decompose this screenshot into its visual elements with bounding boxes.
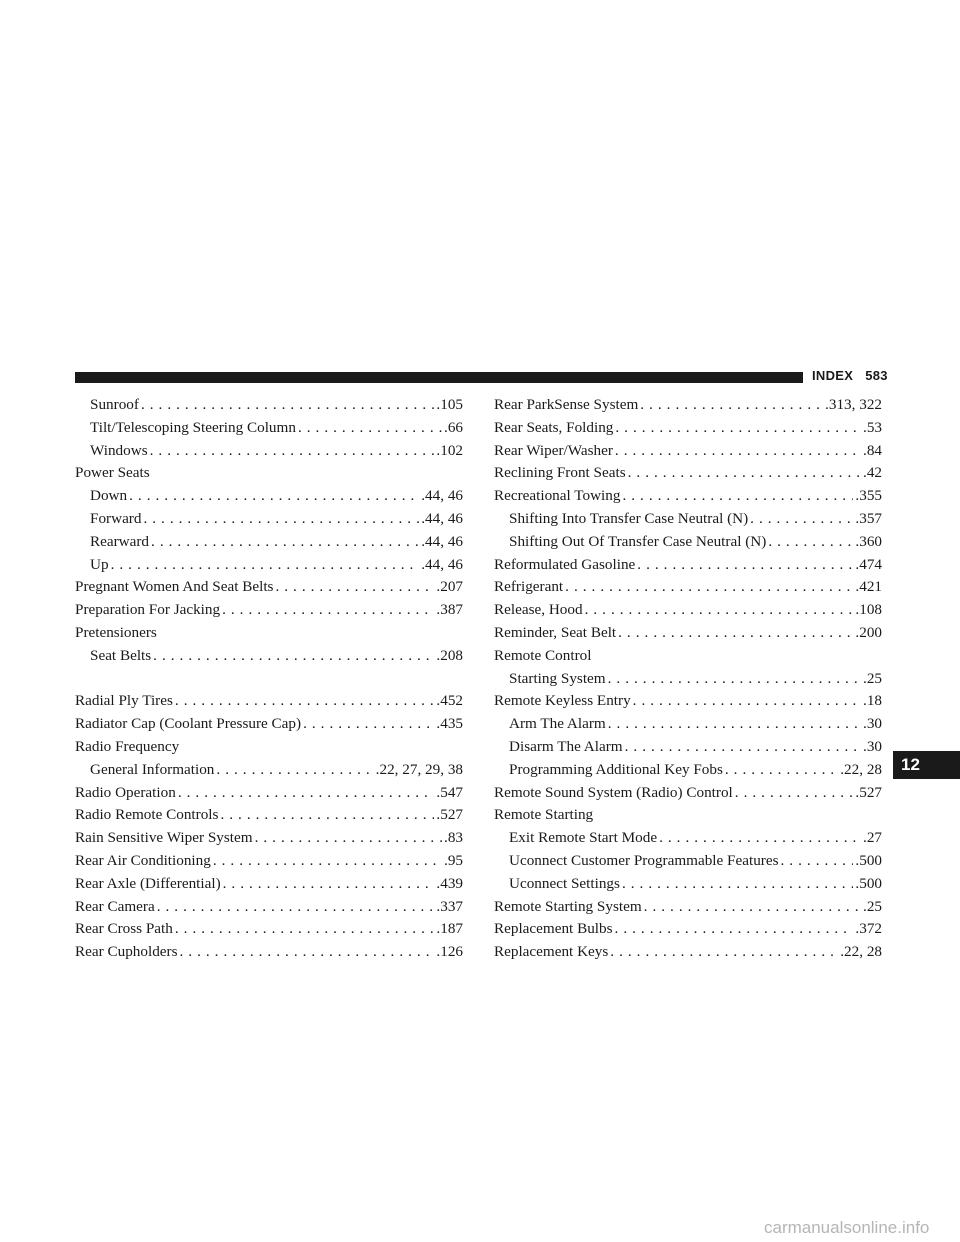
index-entry-text: Recreational Towing <box>494 487 621 505</box>
index-page-refs: .547 <box>436 783 463 801</box>
index-entry-text: Shifting Into Transfer Case Neutral (N) <box>509 509 749 527</box>
index-entry <box>494 873 882 896</box>
header-rule <box>75 372 803 383</box>
watermark: carmanualsonline.info <box>764 1218 930 1237</box>
index-page-refs: .313, 322 <box>825 396 882 413</box>
dot-leader <box>615 417 861 440</box>
index-page-refs: .421 <box>855 578 882 596</box>
index-entry-text: Radial Ply Tires <box>75 692 173 710</box>
index-page-refs: .387 <box>436 601 463 619</box>
dot-leader <box>625 736 861 759</box>
index-entry-text: Pregnant Women And Seat Belts <box>75 578 274 596</box>
dot-leader <box>622 873 853 896</box>
index-entry <box>75 827 463 850</box>
index-page-refs: .95 <box>444 851 463 869</box>
index-page-refs: .102 <box>436 441 463 459</box>
index-entry-text: Rear Seats, Folding <box>494 418 614 436</box>
dot-leader <box>640 394 823 417</box>
dot-leader <box>275 576 434 599</box>
index-entry <box>494 827 882 850</box>
index-entry-text: Shifting Out Of Transfer Case Neutral (N) <box>509 532 767 550</box>
index-entry <box>75 485 463 508</box>
index-entry <box>494 668 882 691</box>
index-page-refs: .200 <box>855 623 882 641</box>
index-entry-text: Programming Additional Key Fobs <box>509 760 723 778</box>
index-entry-text: Rain Sensitive Wiper System <box>75 829 253 847</box>
dot-leader <box>565 576 853 599</box>
index-entry-text: Remote Control <box>494 646 592 664</box>
index-entry <box>494 485 882 508</box>
index-page-refs: .372 <box>855 920 882 938</box>
index-page-refs: .500 <box>855 874 882 892</box>
dot-leader <box>175 918 435 941</box>
dot-leader <box>735 782 854 805</box>
dot-leader <box>781 850 854 873</box>
index-heading <box>75 622 463 645</box>
index-entry-text: Radio Frequency <box>75 737 180 755</box>
index-page-refs: .44, 46 <box>421 509 463 527</box>
dot-leader <box>644 896 861 919</box>
index-entry <box>494 690 882 713</box>
index-entry-text: Replacement Keys <box>494 943 609 961</box>
index-entry <box>494 462 882 485</box>
dot-leader <box>303 713 434 736</box>
index-entry-text: Rear Wiper/Washer <box>494 441 613 459</box>
index-page-refs: .208 <box>436 646 463 664</box>
index-entry <box>75 645 463 668</box>
dot-leader <box>608 668 861 691</box>
index-entry <box>75 873 463 896</box>
index-entry-text: Arm The Alarm <box>509 715 606 733</box>
dot-leader <box>608 713 861 736</box>
index-entry <box>494 417 882 440</box>
dot-leader <box>180 941 435 964</box>
index-entry <box>75 804 463 827</box>
dot-leader <box>659 827 861 850</box>
section-title: INDEX <box>812 368 854 383</box>
index-entry-text: Rear Axle (Differential) <box>75 874 221 892</box>
index-entry <box>75 782 463 805</box>
index-entry <box>75 394 463 417</box>
dot-leader <box>216 759 373 782</box>
index-entry <box>75 531 463 554</box>
index-page-refs: .435 <box>436 715 463 733</box>
index-entry-text: Radio Remote Controls <box>75 806 219 824</box>
dot-leader <box>213 850 442 873</box>
chapter-tab <box>893 751 960 779</box>
dot-leader <box>111 554 420 577</box>
chapter-tab-label: 12 <box>901 755 920 774</box>
running-header <box>812 368 888 383</box>
index-entry-text: Tilt/Telescoping Steering Column <box>90 418 296 436</box>
index-page-refs: .83 <box>444 829 463 847</box>
index-entry-text: Reformulated Gasoline <box>494 555 636 573</box>
index-entry <box>75 576 463 599</box>
index-entry-text: Power Seats <box>75 464 150 482</box>
index-page-refs: .42 <box>863 464 882 482</box>
index-entry <box>494 622 882 645</box>
index-entry-text: Uconnect Settings <box>509 874 620 892</box>
index-page-refs: .25 <box>863 897 882 915</box>
index-entry <box>494 531 882 554</box>
index-entry <box>75 417 463 440</box>
index-entry <box>494 918 882 941</box>
index-entry-text: Windows <box>90 441 148 459</box>
index-page-refs: .84 <box>863 441 882 459</box>
index-entry-text: Preparation For Jacking <box>75 601 221 619</box>
index-entry-text: Seat Belts <box>90 646 152 664</box>
index-page-refs: .439 <box>436 874 463 892</box>
index-heading <box>75 462 463 485</box>
index-page-refs: .27 <box>863 829 882 847</box>
index-entry <box>75 440 463 463</box>
index-page-refs: .500 <box>855 851 882 869</box>
index-entry-text: General Information <box>90 760 215 778</box>
dot-leader <box>628 462 861 485</box>
index-entry <box>75 508 463 531</box>
index-entry-text: Reminder, Seat Belt <box>494 623 617 641</box>
dot-leader <box>618 622 853 645</box>
index-page-refs: .357 <box>855 509 882 527</box>
index-page-refs: .527 <box>855 783 882 801</box>
index-heading <box>494 804 882 827</box>
index-page-refs: .108 <box>855 601 882 619</box>
index-entry <box>75 713 463 736</box>
dot-leader <box>175 690 435 713</box>
index-page-refs: .22, 28 <box>840 760 882 778</box>
index-page-refs: .207 <box>436 578 463 596</box>
index-entry-text: Up <box>90 555 109 573</box>
index-page-refs: .22, 27, 29, 38 <box>375 760 463 778</box>
index-entry <box>494 736 882 759</box>
index-entry <box>494 554 882 577</box>
index-page-refs: .355 <box>855 487 882 505</box>
index-page-refs: .337 <box>436 897 463 915</box>
index-entry <box>494 508 882 531</box>
index-page-refs: .44, 46 <box>421 555 463 573</box>
dot-leader <box>610 941 838 964</box>
dot-leader <box>223 873 435 896</box>
index-page-refs: .126 <box>436 943 463 961</box>
dot-leader <box>615 918 854 941</box>
index-entry-text: Rearward <box>90 532 150 550</box>
index-entry-text: Rear Camera <box>75 897 155 915</box>
index-entry-text: Rear Cupholders <box>75 943 178 961</box>
index-entry-text: Disarm The Alarm <box>509 737 623 755</box>
index-entry-text: Rear Cross Path <box>75 920 173 938</box>
dot-leader <box>298 417 442 440</box>
index-entry <box>75 759 463 782</box>
index-entry-text: Uconnect Customer Programmable Features <box>509 851 779 869</box>
index-page-refs: .44, 46 <box>421 532 463 550</box>
index-page-refs: .66 <box>444 418 463 436</box>
dot-leader <box>615 440 861 463</box>
index-page-refs: .187 <box>436 920 463 938</box>
index-entry <box>494 440 882 463</box>
dot-leader <box>220 804 434 827</box>
index-column-right <box>494 394 882 964</box>
dot-leader <box>637 554 853 577</box>
index-entry-text: Radiator Cap (Coolant Pressure Cap) <box>75 715 302 733</box>
page-number: 583 <box>865 368 888 383</box>
dot-leader <box>622 485 853 508</box>
dot-leader <box>129 485 419 508</box>
index-entry <box>75 599 463 622</box>
index-entry <box>75 941 463 964</box>
index-entry-text: Down <box>90 487 128 505</box>
dot-leader <box>768 531 853 554</box>
dot-leader <box>725 759 838 782</box>
dot-leader <box>633 690 861 713</box>
index-heading <box>494 645 882 668</box>
index-page-refs: .105 <box>436 396 463 413</box>
index-entry-text: Forward <box>90 509 142 527</box>
index-entry-text: Pretensioners <box>75 623 157 641</box>
index-entry-text: Remote Sound System (Radio) Control <box>494 783 733 801</box>
dot-leader <box>143 508 419 531</box>
index-entry-text: Remote Starting System <box>494 897 642 915</box>
dot-leader <box>255 827 442 850</box>
index-entry <box>494 713 882 736</box>
dot-leader <box>178 782 435 805</box>
index-entry <box>75 690 463 713</box>
index-entry <box>75 896 463 919</box>
dot-leader <box>157 896 435 919</box>
index-entry-text: Remote Starting <box>494 806 594 824</box>
dot-leader <box>222 599 434 622</box>
dot-leader <box>150 440 435 463</box>
index-entry-text: Remote Keyless Entry <box>494 692 631 710</box>
index-page-refs: .30 <box>863 715 882 733</box>
index-page-refs: .53 <box>863 418 882 436</box>
index-page-refs: .25 <box>863 669 882 687</box>
index-heading <box>75 736 463 759</box>
index-entry <box>494 394 882 417</box>
dot-leader <box>750 508 853 531</box>
index-page-refs: .44, 46 <box>421 487 463 505</box>
index-entry <box>494 759 882 782</box>
index-entry <box>494 941 882 964</box>
index-page-refs: .360 <box>855 532 882 550</box>
index-entry <box>75 918 463 941</box>
dot-leader <box>585 599 854 622</box>
index-entry-text: Exit Remote Start Mode <box>509 829 658 847</box>
index-page-refs: .474 <box>855 555 882 573</box>
index-entry-text: Rear Air Conditioning <box>75 851 211 869</box>
index-entry-text: Release, Hood <box>494 601 583 619</box>
dot-leader <box>141 394 434 417</box>
index-page-refs: .18 <box>863 692 882 710</box>
index-entry-text: Starting System <box>509 669 606 687</box>
index-page-refs: .527 <box>436 806 463 824</box>
dot-leader <box>153 645 434 668</box>
index-column-left <box>75 394 463 964</box>
index-entry-text: Refrigerant <box>494 578 564 596</box>
dot-leader <box>151 531 419 554</box>
index-entry-text: Sunroof <box>90 396 139 413</box>
index-entry <box>75 554 463 577</box>
index-entry-text: Reclining Front Seats <box>494 464 626 482</box>
index-entry <box>494 850 882 873</box>
index-gap <box>75 668 463 691</box>
index-entry-text: Replacement Bulbs <box>494 920 613 938</box>
index-page-refs: .22, 28 <box>840 943 882 961</box>
index-entry <box>494 782 882 805</box>
index-entry-text: Radio Operation <box>75 783 176 801</box>
index-page-refs: .30 <box>863 737 882 755</box>
index-entry-text: Rear ParkSense System <box>494 396 639 413</box>
index-page-refs: .452 <box>436 692 463 710</box>
index-entry <box>494 599 882 622</box>
index-entry <box>75 850 463 873</box>
index-entry <box>494 896 882 919</box>
index-entry <box>494 576 882 599</box>
